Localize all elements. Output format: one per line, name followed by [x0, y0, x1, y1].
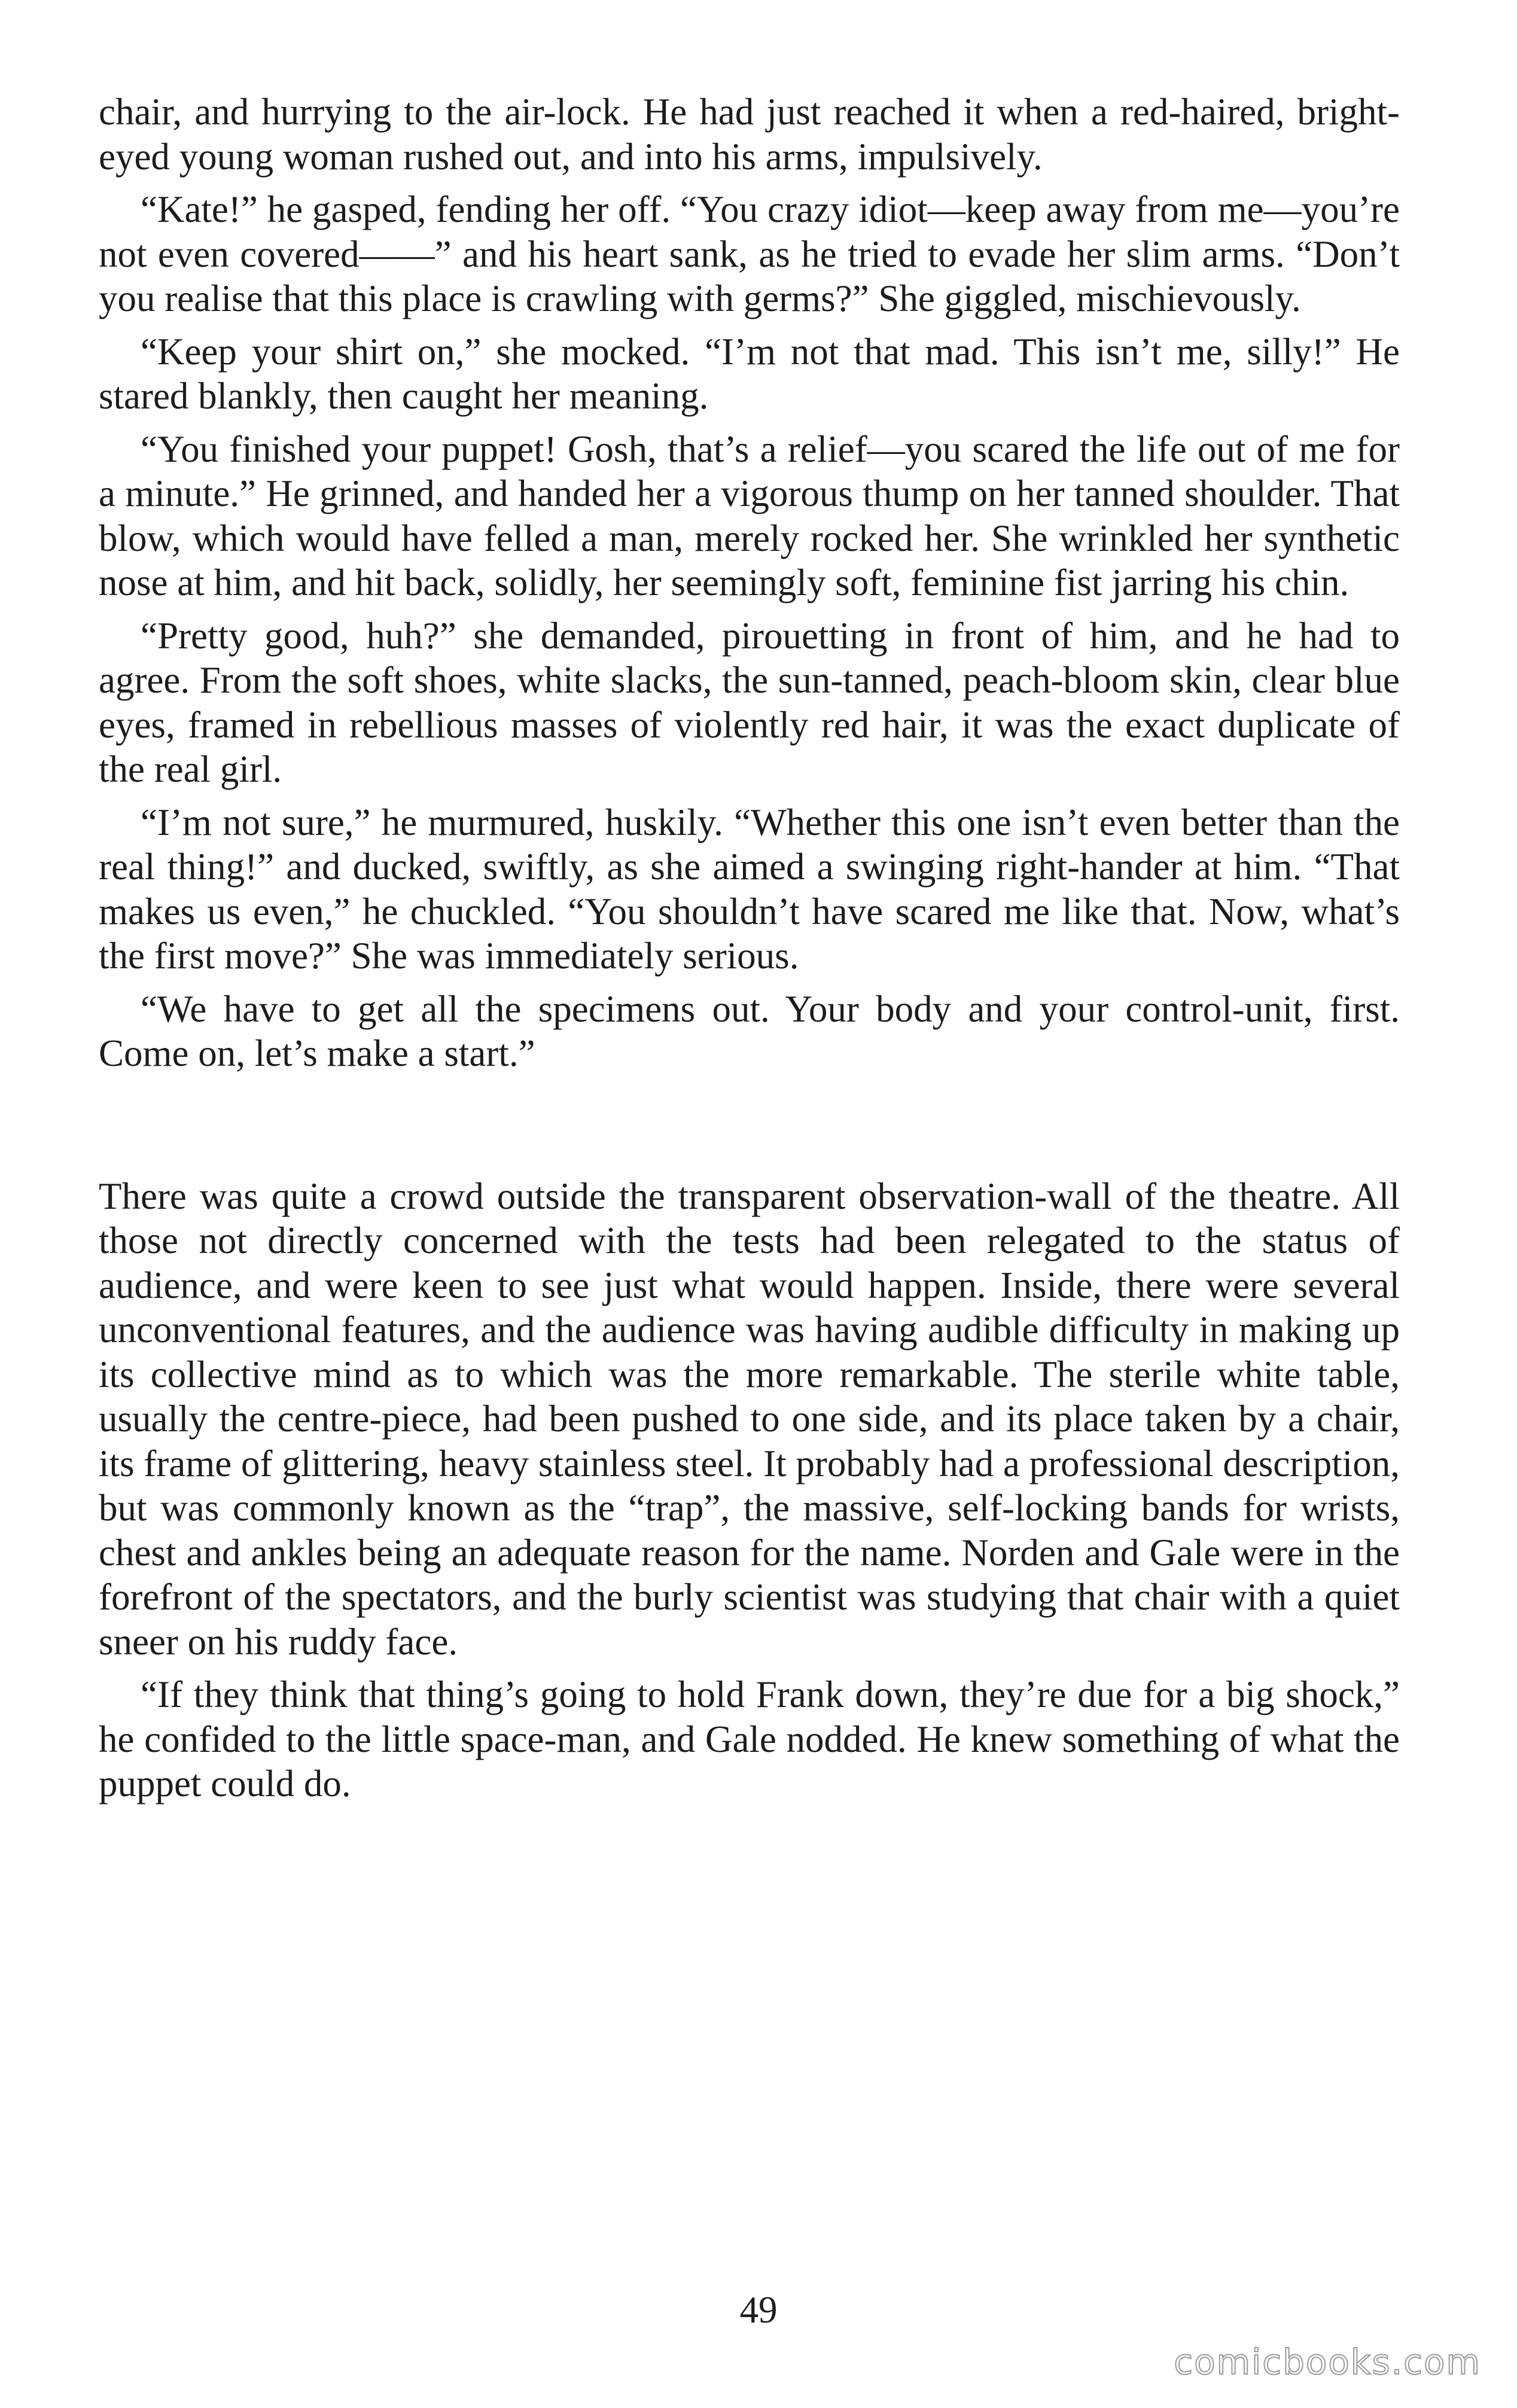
paragraph: “Kate!” he gasped, fending her off. “You crazy idiot—keep away from me—you’re not even covered——” and his heart sank, as he tried to evade her slim arms. “Don’t you realise that this place is crawling with germs?” She giggled, mischievously. [99, 188, 1400, 319]
paragraph: “We have to get all the specimens out. Your body and your control-unit, first. Come on, let’s make a start.” [99, 987, 1400, 1074]
watermark: comicbooks.com [1174, 2342, 1481, 2382]
section-break [99, 1084, 1400, 1174]
page-number: 49 [739, 2289, 778, 2331]
paragraph: chair, and hurrying to the air-lock. He had just reached it when a red-haired, bright-eyed young woman rushed out, and into his arms, impulsively. [99, 91, 1400, 178]
paragraph: “Keep your shirt on,” she mocked. “I’m not that mad. This isn’t me, silly!” He stared blankly, then caught her meaning. [99, 330, 1400, 417]
page-body [99, 90, 1400, 1815]
paragraph: “Pretty good, huh?” she demanded, pirouetting in front of him, and he had to agree. From the soft shoes, white slacks, the sun-tanned, peach-bloom skin, clear blue eyes, framed in rebellious masses of violently red hair, it was the exact duplicate of the real girl. [99, 614, 1400, 790]
paragraph: “I’m not sure,” he murmured, huskily. “Whether this one isn’t even better than the real thing!” and ducked, swiftly, as she aimed a swinging right-hander at him. “That makes us even,” he chuckled. “You shouldn’t have scared me like that. Now, what’s the first move?” She was immediately serious. [99, 801, 1400, 977]
paragraph: “You finished your puppet! Gosh, that’s a relief—you scared the life out of me for a minute.” He grinned, and handed her a vigorous thump on her tanned shoulder. That blow, which would have felled a man, merely rocked her. She wrinkled her synthetic nose at him, and hit back, solidly, her seemingly soft, feminine fist jarring his chin. [99, 428, 1400, 603]
paragraph: “If they think that thing’s going to hold Frank down, they’re due for a big shock,” he confided to the little space-man, and Gale nodded. He knew something of what the puppet could do. [99, 1674, 1400, 1805]
paragraph: There was quite a crowd outside the transparent observation-wall of the theatre. All those not directly concerned with the tests had been relegated to the status of audience, and were keen to see just what would happen. Inside, there were several unconventional features, and the audience was having audible difficulty in making up its collective mind as to which was the more remarkable. The sterile white table, usually the centre-piece, had been pushed to one side, and its place taken by a chair, its frame of glittering, heavy stainless steel. It probably had a professional description, but was commonly known as the “trap”, the massive, self-locking bands for wrists, chest and ankles being an adequate reason for the name. Norden and Gale were in the forefront of the spectators, and the burly scientist was studying that chair with a quiet sneer on his ruddy face. [99, 1175, 1400, 1663]
